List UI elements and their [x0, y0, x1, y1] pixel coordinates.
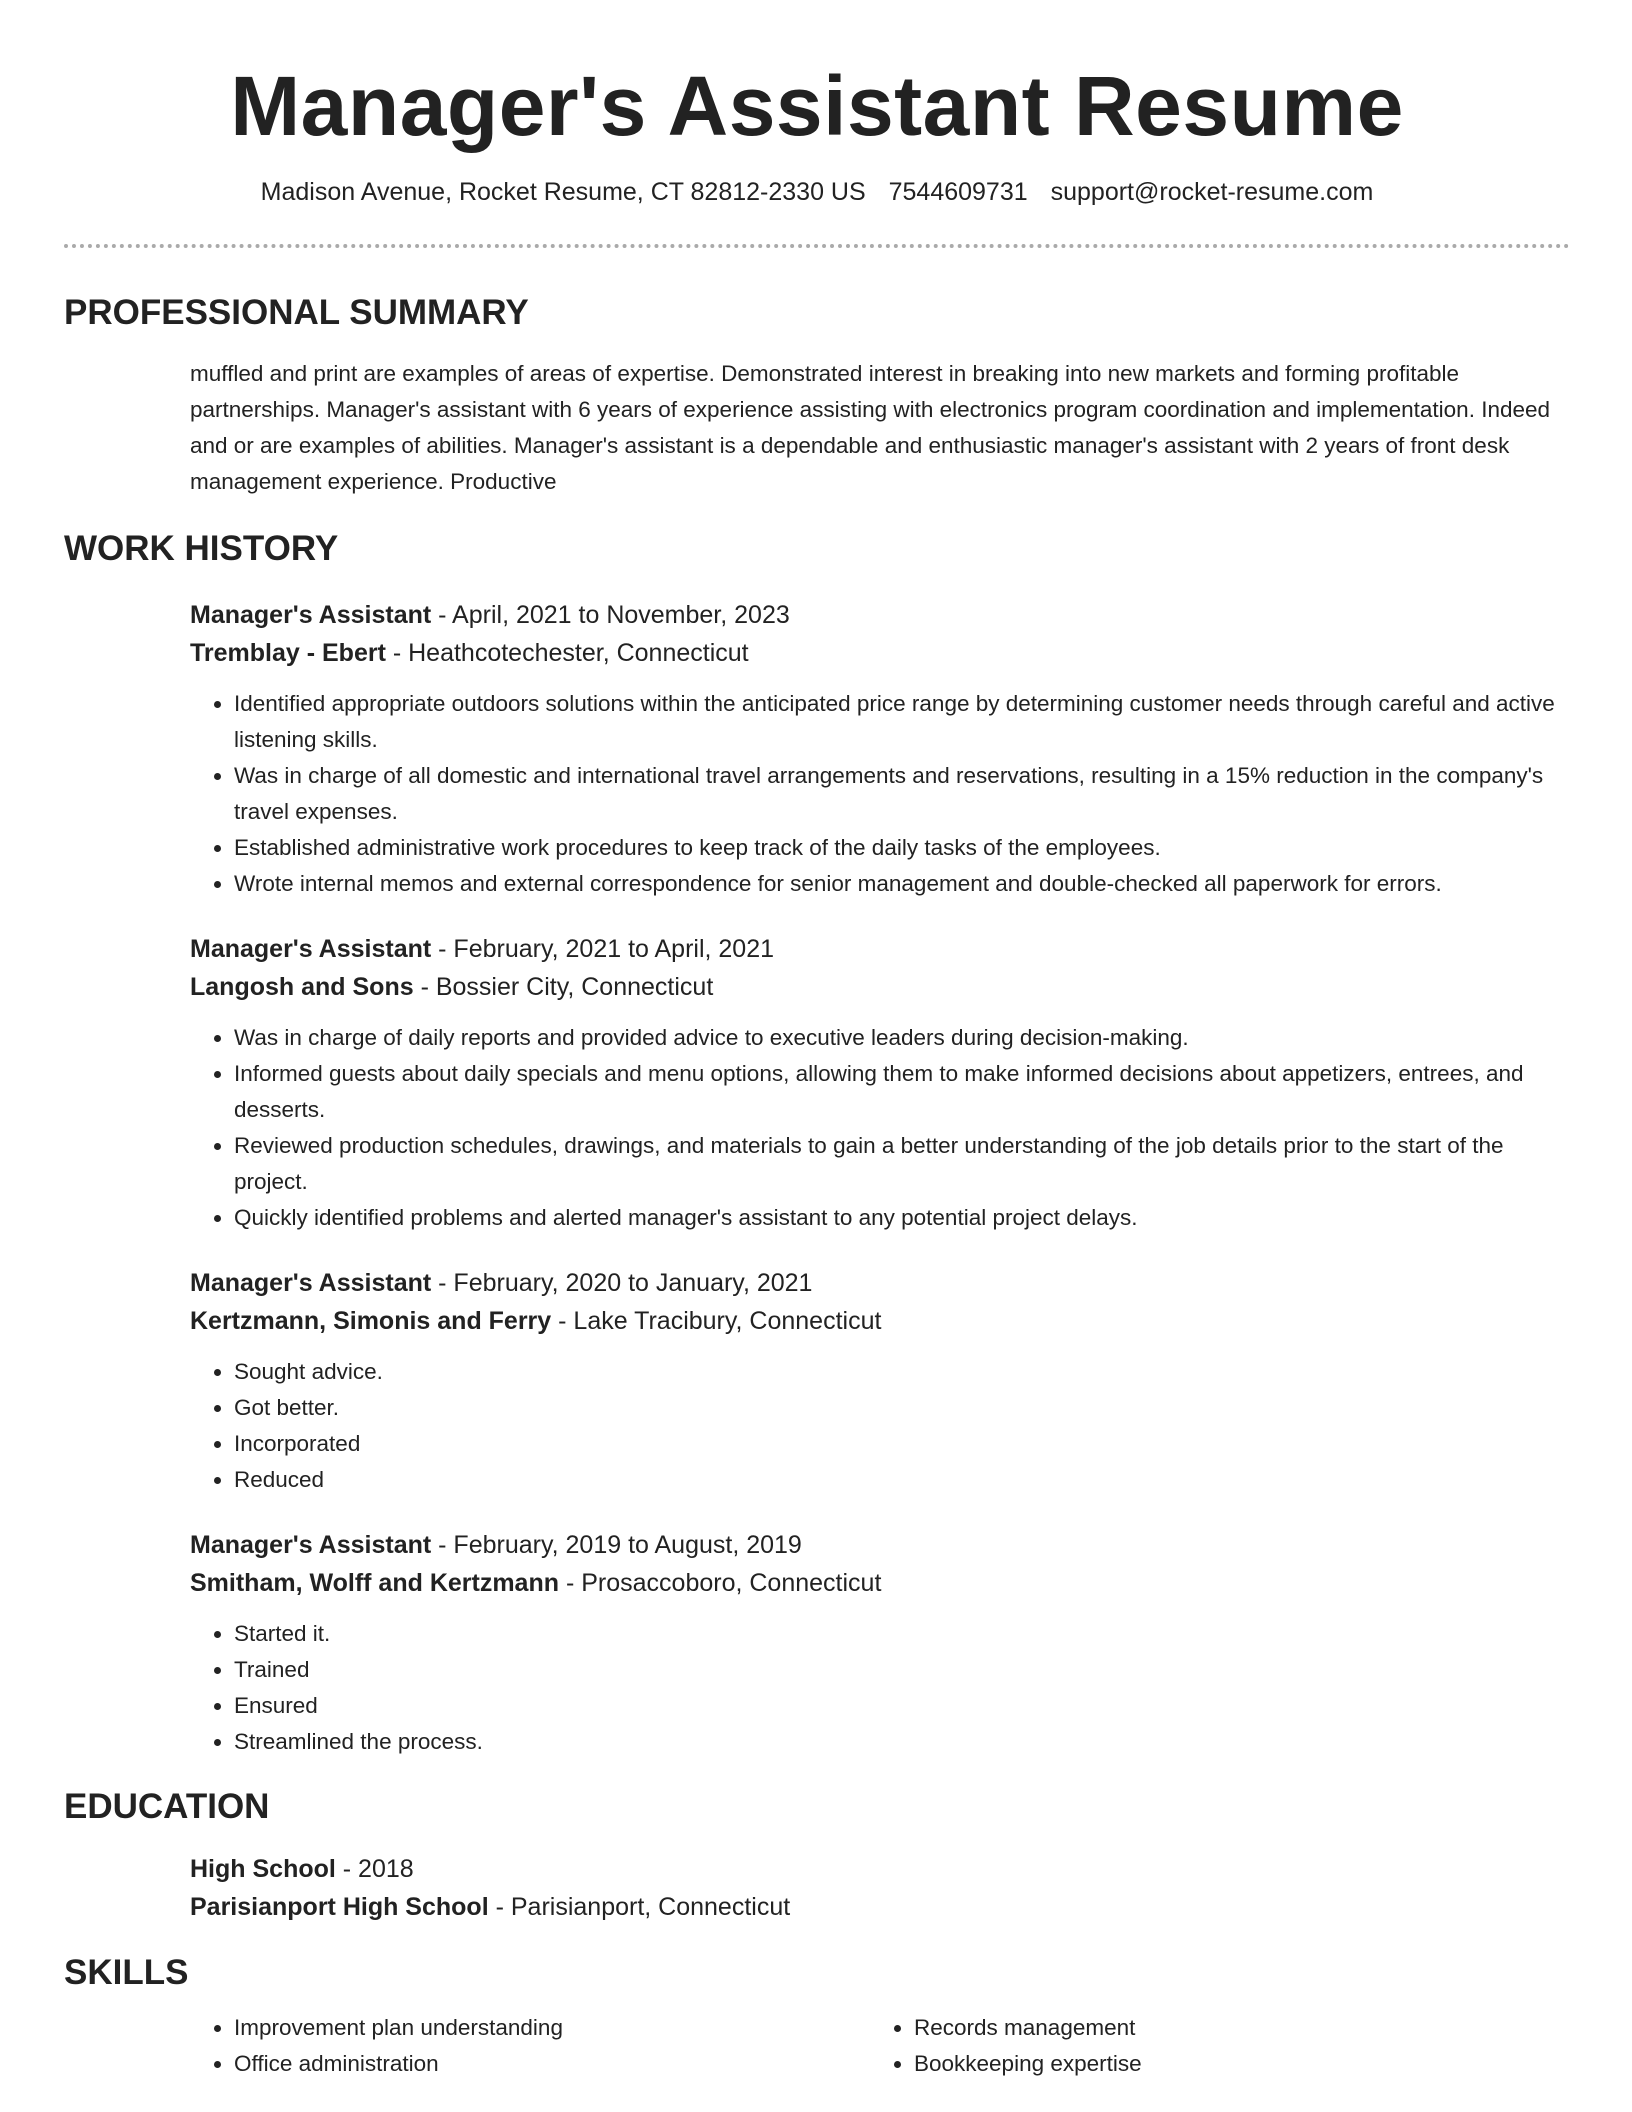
education-location: - Parisianport, Connecticut [488, 1893, 791, 1921]
summary-text: muffled and print are examples of areas of expertise. Demonstrated interest in breaking into new markets and forming profitable partnerships. Manager's assistant with 6 years of experience assisting with electronics program coordination and implementation. Indeed and or are examples of abilities. Manager's assistant is a dependable and enthusiastic manager's assistant with 2 years of front desk management experience. Productive [190, 361, 1551, 494]
education-entry [190, 1850, 1570, 1926]
contact-line [64, 176, 1570, 208]
job-role: Manager's Assistant [190, 601, 432, 629]
list-item: • Was in charge of daily reports and provided advice to executive leaders during decision-making. [234, 1020, 1570, 1056]
skill-item: • Bookkeeping expertise [914, 2046, 1550, 2082]
list-item: • Streamlined the process. [234, 1724, 1570, 1760]
job-dates: - February, 2020 to January, 2021 [431, 1269, 813, 1297]
job-company: Smitham, Wolff and Kertzmann [190, 1569, 560, 1597]
list-item: • Was in charge of all domestic and international travel arrangements and reservations, resulting in a 15% reduction in the company's travel expenses. [234, 758, 1570, 830]
section-title-skills: SKILLS [64, 1953, 189, 1992]
job-company: Langosh and Sons [190, 973, 414, 1001]
job-location: - Prosaccoboro, Connecticut [559, 1569, 882, 1597]
work-history-list [190, 596, 1570, 1760]
header-divider [64, 244, 1570, 248]
contact-address: Madison Avenue, Rocket Resume, CT 82812-2330 US [260, 178, 866, 206]
education-degree-line [190, 1850, 1570, 1888]
section-title-summary: PROFESSIONAL SUMMARY [64, 293, 529, 332]
skills-column-right [870, 2010, 1550, 2082]
resume-page [64, 0, 1570, 2082]
education-year: - 2018 [335, 1855, 414, 1883]
job-company-line [190, 1302, 1570, 1340]
education-degree: High School [190, 1855, 336, 1883]
skill-item: • Improvement plan understanding [234, 2010, 870, 2046]
section-title-work-history: WORK HISTORY [64, 529, 339, 568]
job-company-line [190, 968, 1570, 1006]
job-entry [190, 1264, 1570, 1498]
job-bullets [190, 1354, 1570, 1498]
job-bullets [190, 1020, 1570, 1236]
skills-column-left [190, 2010, 870, 2082]
job-dates: - February, 2019 to August, 2019 [431, 1531, 802, 1559]
list-item: • Quickly identified problems and alerted manager's assistant to any potential project delays. [234, 1200, 1570, 1236]
education-school: Parisianport High School [190, 1893, 489, 1921]
list-item: • Trained [234, 1652, 1570, 1688]
job-entry [190, 596, 1570, 902]
list-item: • Sought advice. [234, 1354, 1570, 1390]
list-item: • Reviewed production schedules, drawings, and materials to gain a better understanding of the job details prior to the start of the project. [234, 1128, 1570, 1200]
job-entry [190, 930, 1570, 1236]
list-item: • Reduced [234, 1462, 1570, 1498]
job-location: - Lake Tracibury, Connecticut [551, 1307, 882, 1335]
list-item: • Started it. [234, 1616, 1570, 1652]
job-role: Manager's Assistant [190, 935, 432, 963]
list-item: • Informed guests about daily specials and menu options, allowing them to make informed decisions about appetizers, entrees, and desserts. [234, 1056, 1570, 1128]
skills-grid [190, 2010, 1570, 2082]
job-company: Tremblay - Ebert [190, 639, 386, 667]
list-item: • Wrote internal memos and external correspondence for senior management and double-checked all paperwork for errors. [234, 866, 1570, 902]
job-company: Kertzmann, Simonis and Ferry [190, 1307, 552, 1335]
contact-phone: 7544609731 [888, 178, 1028, 206]
job-dates: - February, 2021 to April, 2021 [431, 935, 775, 963]
list-item: • Ensured [234, 1688, 1570, 1724]
job-location: - Bossier City, Connecticut [413, 973, 714, 1001]
skill-item: • Office administration [234, 2046, 870, 2082]
list-item: • Established administrative work procedures to keep track of the daily tasks of the employees. [234, 830, 1570, 866]
job-company-line [190, 1564, 1570, 1602]
job-dates: - April, 2021 to November, 2023 [431, 601, 790, 629]
list-item: • Got better. [234, 1390, 1570, 1426]
job-role-line [190, 930, 1570, 968]
job-entry [190, 1526, 1570, 1760]
job-location: - Heathcotechester, Connecticut [385, 639, 749, 667]
resume-title: Manager's Assistant Resume [230, 59, 1404, 153]
job-role-line [190, 1526, 1570, 1564]
job-bullets [190, 686, 1570, 902]
job-bullets [190, 1616, 1570, 1760]
job-role-line [190, 596, 1570, 634]
contact-email[interactable]: support@rocket-resume.com [1050, 178, 1374, 206]
list-item: • Incorporated [234, 1426, 1570, 1462]
job-company-line [190, 634, 1570, 672]
job-role: Manager's Assistant [190, 1531, 432, 1559]
job-role: Manager's Assistant [190, 1269, 432, 1297]
education-school-line [190, 1888, 1570, 1926]
section-title-education: EDUCATION [64, 1787, 270, 1826]
list-item: • Identified appropriate outdoors solutions within the anticipated price range by determining customer needs through careful and active listening skills. [234, 686, 1570, 758]
skill-item: • Records management [914, 2010, 1550, 2046]
job-role-line [190, 1264, 1570, 1302]
